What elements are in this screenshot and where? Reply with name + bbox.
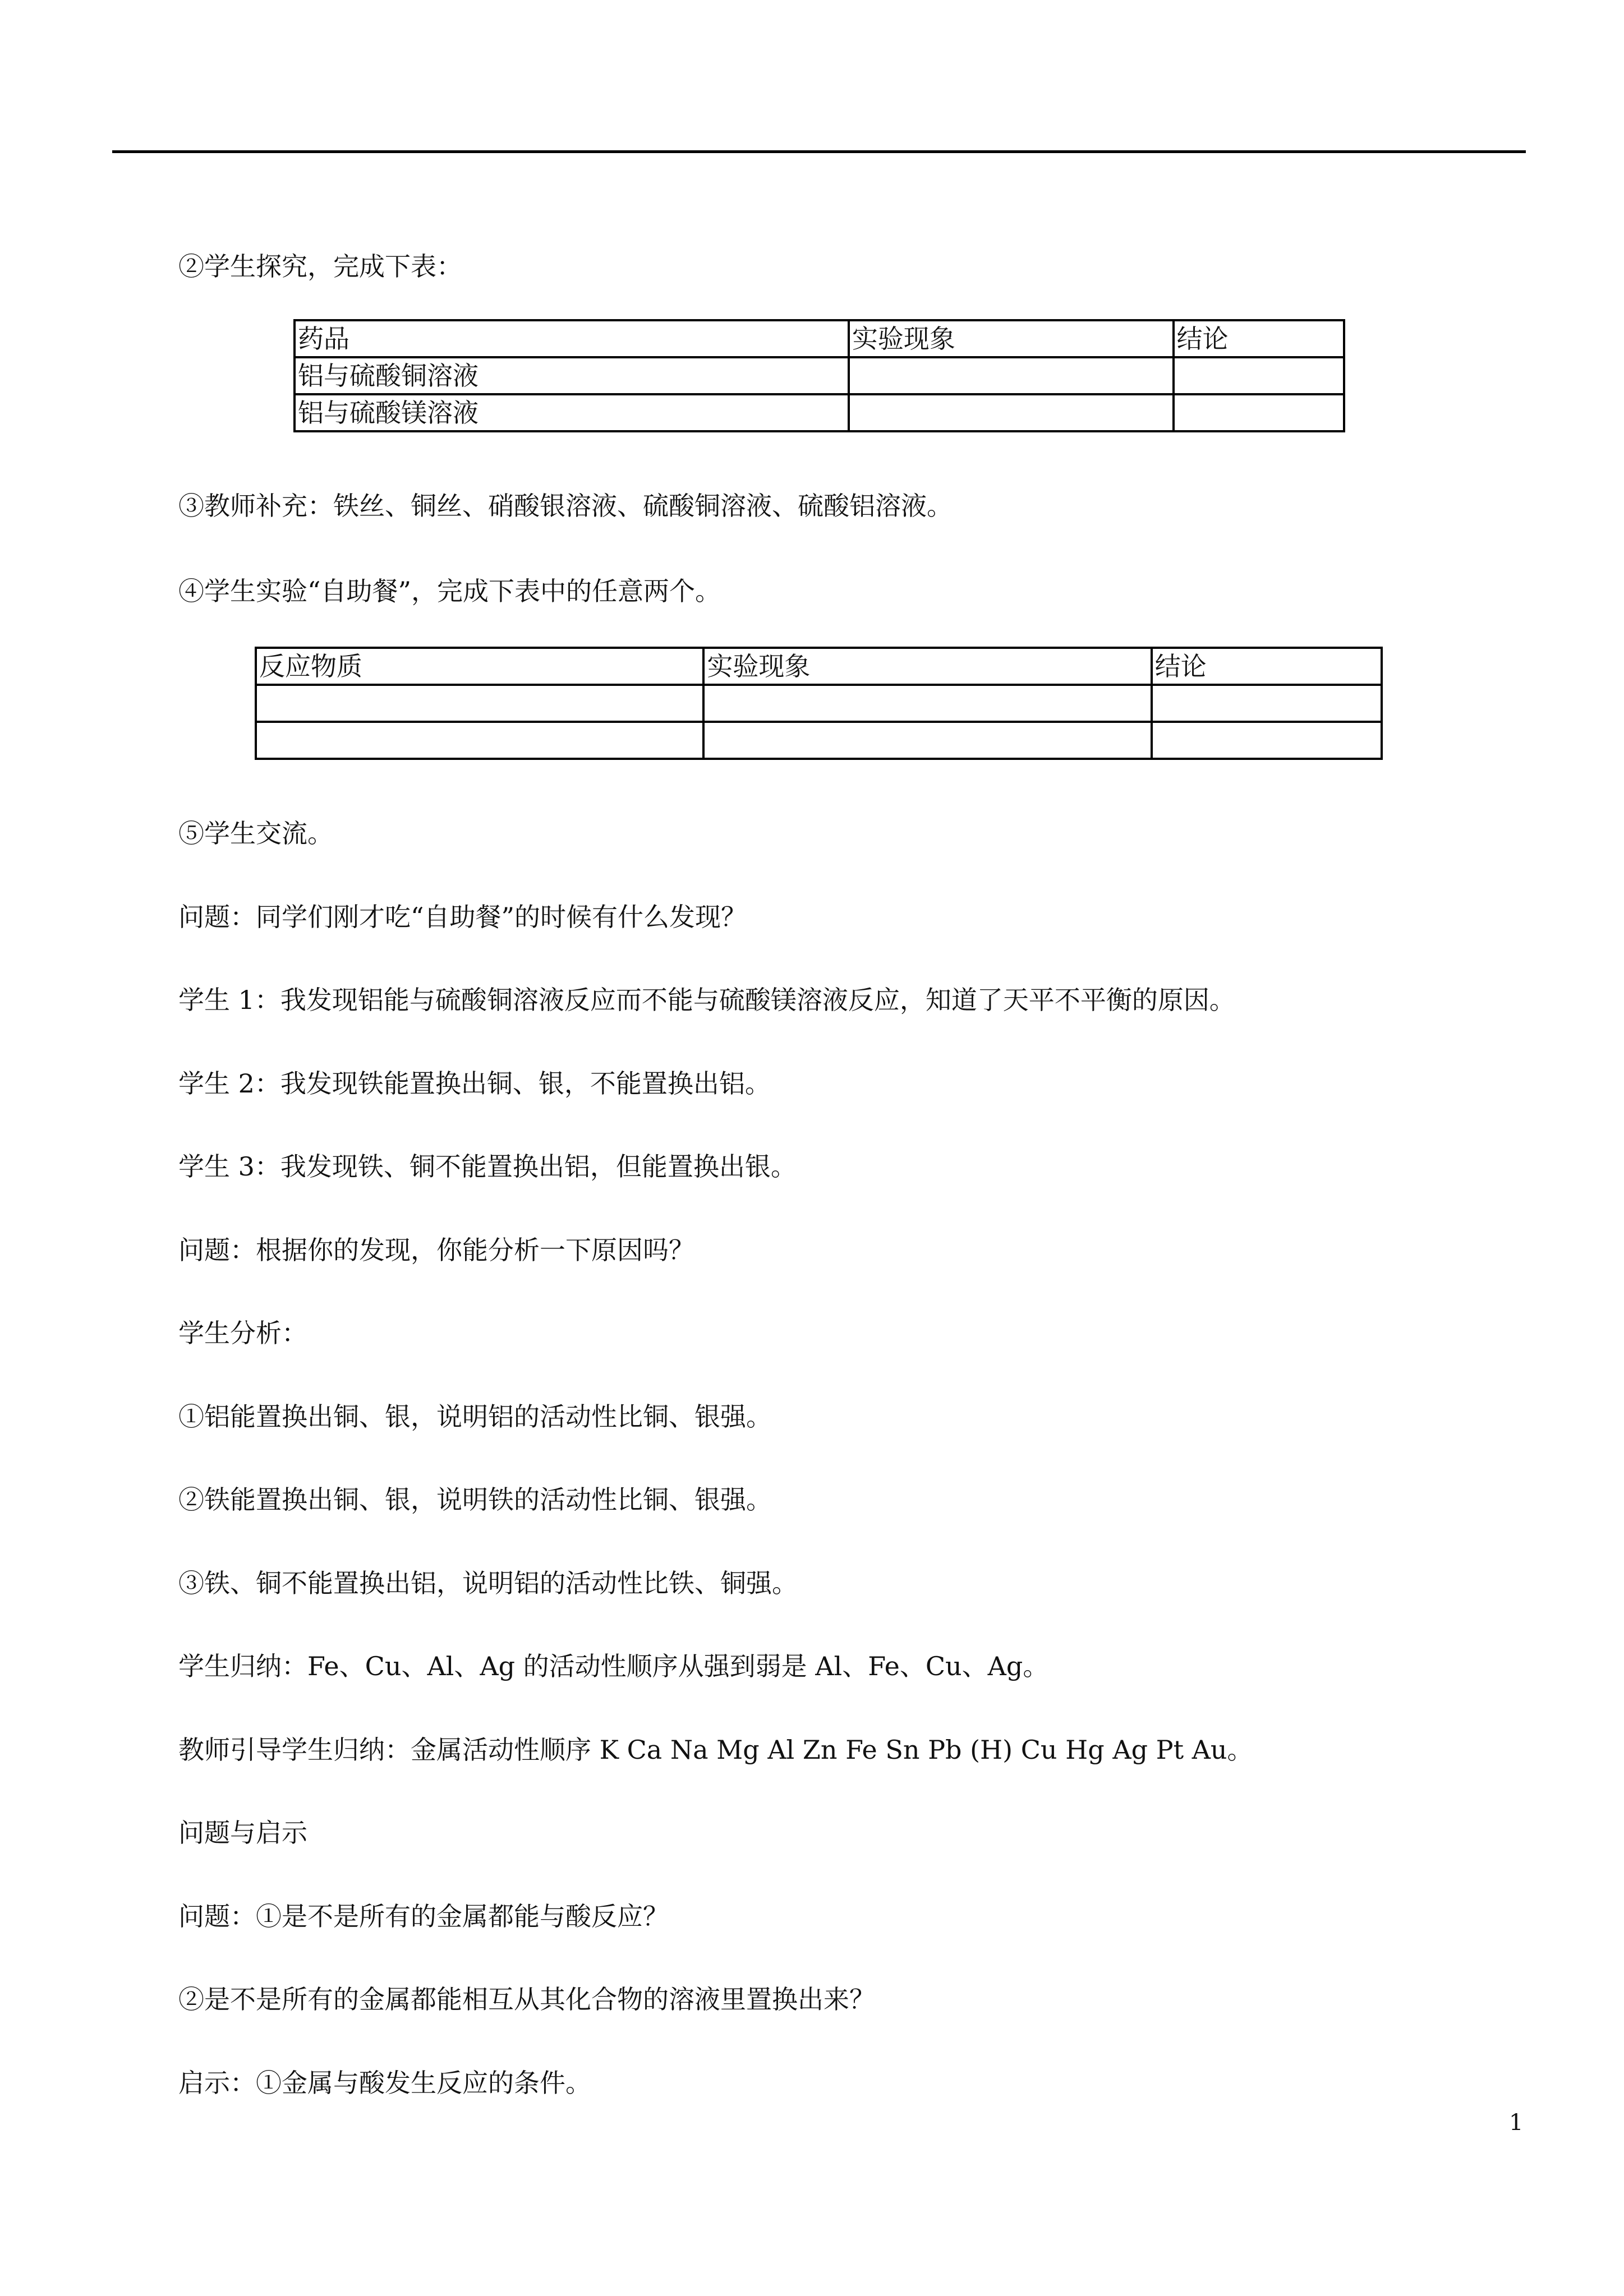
table-cell — [1152, 722, 1382, 759]
header-cell: 实验现象 — [849, 320, 1174, 357]
paragraph-line: ①铝能置换出铜、银，说明铝的活动性比铜、银强。 — [178, 1401, 772, 1432]
table-cell — [849, 394, 1174, 431]
paragraph-line: ②铁能置换出铜、银，说明铁的活动性比铜、银强。 — [178, 1484, 772, 1515]
table-cell: 铝与硫酸铜溶液 — [295, 357, 849, 394]
table-cell — [849, 357, 1174, 394]
table-cell — [703, 685, 1151, 722]
table-cell — [1174, 394, 1344, 431]
table-reactions — [255, 647, 1383, 760]
header-cell: 反应物质 — [256, 648, 703, 685]
paragraph-line: 问题与启示 — [178, 1818, 307, 1848]
table-header-row — [256, 648, 1382, 685]
text-line-student-experiment: ④学生实验“自助餐”，完成下表中的任意两个。 — [178, 576, 721, 606]
table-cell — [256, 722, 703, 759]
header-cell: 实验现象 — [703, 648, 1151, 685]
paragraph-line: ⑤学生交流。 — [178, 818, 333, 849]
paragraph-line: ③铁、铜不能置换出铝，说明铝的活动性比铁、铜强。 — [178, 1568, 798, 1598]
text-line-teacher-supplement: ③教师补充：铁丝、铜丝、硝酸银溶液、硫酸铜溶液、硫酸铝溶液。 — [178, 491, 953, 521]
paragraph-line: 学生 2：我发现铁能置换出铜、银，不能置换出铝。 — [178, 1068, 771, 1099]
table-cell — [1152, 685, 1382, 722]
header-cell: 药品 — [295, 320, 849, 357]
text-line-student-explore: ②学生探究，完成下表： — [178, 251, 462, 282]
table-row — [256, 722, 1382, 759]
paragraph-line: ②是不是所有的金属都能相互从其化合物的溶液里置换出来？ — [178, 1984, 875, 2014]
page-number: 1 — [1509, 2110, 1524, 2136]
header-cell: 结论 — [1152, 648, 1382, 685]
paragraph-line: 问题：①是不是所有的金属都能与酸反应？ — [178, 1901, 669, 1931]
paragraph-line: 学生分析： — [178, 1318, 307, 1348]
table-cell — [1174, 357, 1344, 394]
table-row — [295, 357, 1344, 394]
header-rule — [112, 150, 1526, 153]
paragraph-line: 启示：①金属与酸发生反应的条件。 — [178, 2068, 591, 2098]
header-cell: 结论 — [1174, 320, 1344, 357]
paragraph-line: 学生 3：我发现铁、铜不能置换出铝，但能置换出银。 — [178, 1151, 797, 1182]
table-cell: 铝与硫酸镁溶液 — [295, 394, 849, 431]
table-row — [295, 394, 1344, 431]
table-header-row — [295, 320, 1344, 357]
paragraph-line: 教师引导学生归纳：金属活动性顺序 K Ca Na Mg Al Zn Fe Sn Pb (H) Cu Hg Ag Pt Au。 — [178, 1735, 1253, 1765]
paragraph-line: 学生归纳：Fe、Cu、Al、Ag 的活动性顺序从强到弱是 Al、Fe、Cu、Ag。 — [178, 1651, 1049, 1681]
paragraph-line: 学生 1：我发现铝能与硫酸铜溶液反应而不能与硫酸镁溶液反应，知道了天平不平衡的原因。 — [178, 985, 1235, 1015]
table-reagents — [293, 319, 1345, 432]
paragraph-line: 问题：根据你的发现，你能分析一下原因吗？ — [178, 1235, 694, 1265]
table-row — [256, 685, 1382, 722]
table-cell — [703, 722, 1151, 759]
table-cell — [256, 685, 703, 722]
paragraph-line: 问题：同学们刚才吃“自助餐”的时候有什么发现？ — [178, 902, 747, 932]
